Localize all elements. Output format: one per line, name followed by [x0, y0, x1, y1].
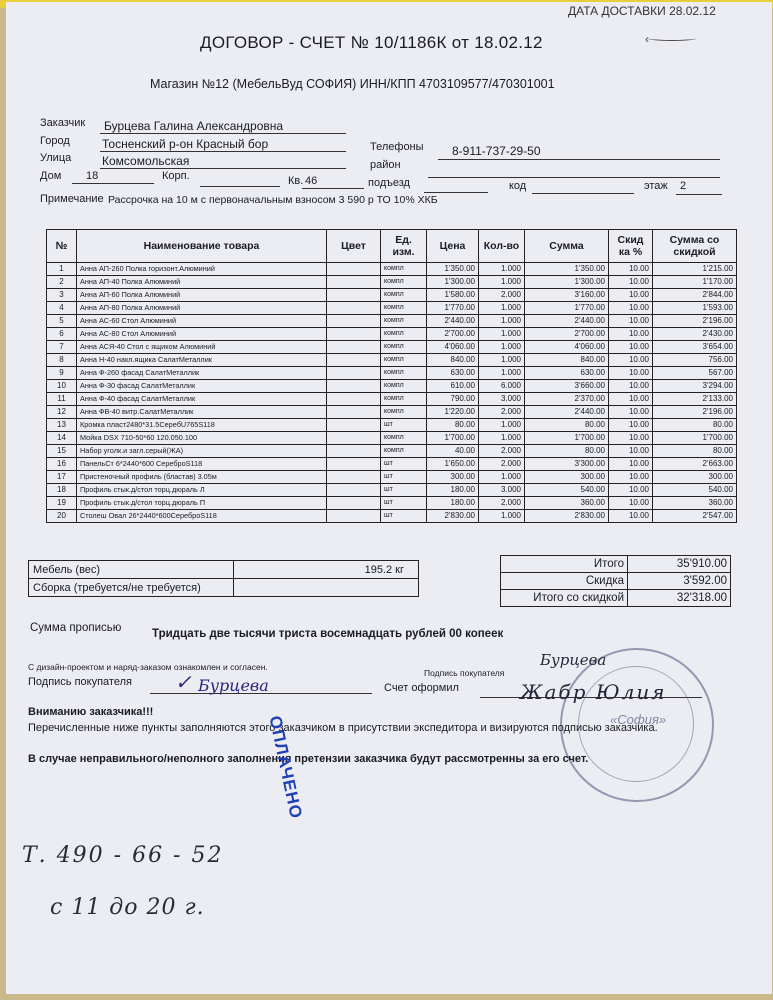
- table-row: [29, 561, 419, 579]
- cell-unit: компл: [381, 354, 427, 367]
- col-header-total: Сумма со скидкой: [653, 230, 737, 263]
- table-header-row: [47, 230, 737, 263]
- final-value: 32'318.00: [628, 590, 731, 607]
- cell-sum: 3'660.00: [525, 380, 609, 393]
- cell-price: 80.00: [427, 419, 479, 432]
- cell-name: Анна Ф-30 фасад СалатМеталлик: [77, 380, 327, 393]
- cell-color: [327, 276, 381, 289]
- underline: [302, 188, 364, 189]
- underline: [676, 194, 722, 195]
- sum-words: Тридцать две тысячи триста восемнадцать рублей 00 копеек: [152, 628, 504, 640]
- cell-price: 1'650.00: [427, 458, 479, 471]
- col-header-discount: Скид ка %: [609, 230, 653, 263]
- top-signature: Бурцева: [540, 651, 607, 669]
- cell-sum: 2'440.00: [525, 406, 609, 419]
- cell-disc: 10.00: [609, 263, 653, 276]
- cell-unit: шт: [381, 484, 427, 497]
- cell-qty: 2.000: [479, 445, 525, 458]
- cell-disc: 10.00: [609, 497, 653, 510]
- cell-color: [327, 471, 381, 484]
- cell-unit: компл: [381, 315, 427, 328]
- cell-n: 5: [47, 315, 77, 328]
- cell-n: 15: [47, 445, 77, 458]
- cell-price: 1'580.00: [427, 289, 479, 302]
- cell-n: 13: [47, 419, 77, 432]
- cell-n: 14: [47, 432, 77, 445]
- cell-sum: 1'300.00: [525, 276, 609, 289]
- cell-sum: 80.00: [525, 419, 609, 432]
- cell-total: 756.00: [653, 354, 737, 367]
- cell-qty: 6.000: [479, 380, 525, 393]
- code-label: код: [509, 180, 527, 192]
- table-row: [47, 510, 737, 523]
- cell-price: 1'220.00: [427, 406, 479, 419]
- cell-disc: 10.00: [609, 432, 653, 445]
- cell-name: Анна АС-80 Стол Алюминий: [77, 328, 327, 341]
- cell-n: 17: [47, 471, 77, 484]
- cell-disc: 10.00: [609, 367, 653, 380]
- cell-qty: 2.000: [479, 406, 525, 419]
- cell-name: Анна АП-260 Полка горизонт.Алюминий: [77, 263, 327, 276]
- floor-value: 2: [680, 180, 687, 192]
- cell-color: [327, 354, 381, 367]
- cell-sum: 2'700.00: [525, 328, 609, 341]
- cell-unit: компл: [381, 406, 427, 419]
- manager-signature: Жабр Юлия: [520, 680, 667, 704]
- cell-sum: 3'300.00: [525, 458, 609, 471]
- cell-disc: 10.00: [609, 471, 653, 484]
- cell-name: Мойка DSX 710-50*60 120.050.100: [77, 432, 327, 445]
- attention-title: Вниманию заказчика!!!: [28, 706, 154, 718]
- cell-total: 3'294.00: [653, 380, 737, 393]
- underline: [200, 186, 280, 187]
- entrance-label: подъезд: [368, 177, 410, 189]
- cell-disc: 10.00: [609, 289, 653, 302]
- cell-n: 11: [47, 393, 77, 406]
- house-label: Дом: [40, 170, 62, 182]
- cell-sum: 300.00: [525, 471, 609, 484]
- cell-unit: компл: [381, 367, 427, 380]
- cell-qty: 2.000: [479, 497, 525, 510]
- cell-unit: шт: [381, 458, 427, 471]
- building-label: Корп.: [162, 170, 190, 182]
- table-row: [47, 380, 737, 393]
- cell-n: 10: [47, 380, 77, 393]
- cell-color: [327, 367, 381, 380]
- cell-color: [327, 263, 381, 276]
- cell-sum: 2'370.00: [525, 393, 609, 406]
- discount-value: 3'592.00: [628, 573, 731, 590]
- cell-color: [327, 393, 381, 406]
- table-row: [47, 263, 737, 276]
- note-value: Рассрочка на 10 м с первоначальным взносом 3 590 р ТО 10% ХКБ: [108, 194, 438, 206]
- table-row: [47, 406, 737, 419]
- customer-signature-label: Подпись покупателя: [28, 676, 132, 688]
- cell-sum: 3'160.00: [525, 289, 609, 302]
- table-row: [47, 354, 737, 367]
- cell-n: 6: [47, 328, 77, 341]
- cell-color: [327, 289, 381, 302]
- cell-unit: компл: [381, 276, 427, 289]
- cell-unit: компл: [381, 432, 427, 445]
- discount-label: Скидка: [501, 573, 628, 590]
- city-value: Тосненский р-он Красный бор: [102, 137, 269, 151]
- cell-qty: 1.000: [479, 419, 525, 432]
- cell-disc: 10.00: [609, 445, 653, 458]
- cell-color: [327, 328, 381, 341]
- cell-price: 790.00: [427, 393, 479, 406]
- cell-name: Пристеночный профиль (бластав) 3.05м: [77, 471, 327, 484]
- cell-disc: 10.00: [609, 315, 653, 328]
- cell-name: Набор уголк.и загл.серый(ЖА): [77, 445, 327, 458]
- cell-disc: 10.00: [609, 406, 653, 419]
- cell-color: [327, 315, 381, 328]
- cell-unit: компл: [381, 289, 427, 302]
- cell-price: 4'060.00: [427, 341, 479, 354]
- arrow-mark: [648, 36, 696, 41]
- cell-qty: 1.000: [479, 354, 525, 367]
- col-header-number: №: [47, 230, 77, 263]
- cell-unit: компл: [381, 393, 427, 406]
- col-header-color: Цвет: [327, 230, 381, 263]
- cell-name: Анна АП-60 Полка Алюминий: [77, 289, 327, 302]
- sum-words-label: Сумма прописью: [30, 622, 122, 634]
- col-header-unit: Ед. изм.: [381, 230, 427, 263]
- cell-name: Кромка пласт2480*31.5СеребU765S118: [77, 419, 327, 432]
- cell-qty: 1.000: [479, 328, 525, 341]
- cell-n: 1: [47, 263, 77, 276]
- underline: [100, 151, 346, 152]
- cell-color: [327, 445, 381, 458]
- cell-color: [327, 341, 381, 354]
- cell-unit: шт: [381, 510, 427, 523]
- table-row: [47, 484, 737, 497]
- cell-n: 8: [47, 354, 77, 367]
- cell-qty: 2.000: [479, 289, 525, 302]
- cell-qty: 1.000: [479, 432, 525, 445]
- table-row: [47, 289, 737, 302]
- cell-total: 360.00: [653, 497, 737, 510]
- cell-price: 1'350.00: [427, 263, 479, 276]
- underline: [438, 159, 720, 160]
- cell-n: 18: [47, 484, 77, 497]
- cell-n: 2: [47, 276, 77, 289]
- table-row: [47, 302, 737, 315]
- table-row: [47, 458, 737, 471]
- cell-sum: 80.00: [525, 445, 609, 458]
- cell-unit: шт: [381, 419, 427, 432]
- cell-name: Анна Ф-260 фасад СалатМеталлик: [77, 367, 327, 380]
- cell-n: 7: [47, 341, 77, 354]
- cell-disc: 10.00: [609, 484, 653, 497]
- customer-label: Заказчик: [40, 117, 86, 129]
- cell-name: Анна АСЯ-40 Стол с ящиком Алюминий: [77, 341, 327, 354]
- table-row: [47, 341, 737, 354]
- cell-name: Анна Н-40 накл.ящика СалатМеталлик: [77, 354, 327, 367]
- cell-n: 9: [47, 367, 77, 380]
- cell-disc: 10.00: [609, 276, 653, 289]
- cell-total: 1'593.00: [653, 302, 737, 315]
- cell-price: 2'830.00: [427, 510, 479, 523]
- cell-total: 80.00: [653, 445, 737, 458]
- table-row: [501, 590, 731, 607]
- cell-total: 2'844.00: [653, 289, 737, 302]
- cell-disc: 10.00: [609, 458, 653, 471]
- store-line: Магазин №12 (МебельВуд СОФИЯ) ИНН/КПП 4703109577/470301001: [150, 77, 555, 91]
- cell-price: 300.00: [427, 471, 479, 484]
- agree-text: С дизайн-проектом и наряд-заказом ознакомлен и согласен.: [28, 662, 268, 672]
- house-value: 18: [86, 170, 99, 182]
- handwritten-time: с 11 до 20 г.: [50, 895, 205, 920]
- table-row: [29, 579, 419, 597]
- table-row: [47, 445, 737, 458]
- cell-qty: 1.000: [479, 367, 525, 380]
- apartment-label: Кв.: [288, 175, 304, 187]
- cell-color: [327, 432, 381, 445]
- cell-sum: 1'350.00: [525, 263, 609, 276]
- weight-label: Мебель (вес): [29, 561, 234, 579]
- cell-total: 2'196.00: [653, 406, 737, 419]
- cell-n: 12: [47, 406, 77, 419]
- cell-qty: 1.000: [479, 302, 525, 315]
- cell-n: 19: [47, 497, 77, 510]
- city-label: Город: [40, 135, 70, 147]
- cell-total: 2'196.00: [653, 315, 737, 328]
- cell-qty: 3.000: [479, 393, 525, 406]
- furniture-table: [28, 560, 419, 597]
- cell-disc: 10.00: [609, 393, 653, 406]
- col-header-sum: Сумма: [525, 230, 609, 263]
- cell-price: 180.00: [427, 497, 479, 510]
- seal-text: «София»: [610, 712, 667, 727]
- cell-total: 1'170.00: [653, 276, 737, 289]
- cell-name: Столеш Овал 26*2440*600СереброS118: [77, 510, 327, 523]
- cell-disc: 10.00: [609, 380, 653, 393]
- table-row: [501, 573, 731, 590]
- cell-total: 3'654.00: [653, 341, 737, 354]
- cell-qty: 1.000: [479, 315, 525, 328]
- table-row: [47, 367, 737, 380]
- cell-name: Анна ФВ-40 витр.СалатМеталлик: [77, 406, 327, 419]
- underline: [532, 193, 634, 194]
- cell-qty: 1.000: [479, 341, 525, 354]
- arrow-left-icon: ‹: [645, 32, 649, 46]
- paid-stamp: ОПЛАЧЕНО: [265, 714, 306, 821]
- table-row: [47, 432, 737, 445]
- total-value: 35'910.00: [628, 556, 731, 573]
- cell-name: Профиль стык.д/стол торц.дюраль Л: [77, 484, 327, 497]
- cell-color: [327, 302, 381, 315]
- cell-disc: 10.00: [609, 328, 653, 341]
- cell-price: 2'440.00: [427, 315, 479, 328]
- cell-disc: 10.00: [609, 354, 653, 367]
- cell-total: 567.00: [653, 367, 737, 380]
- cell-sum: 540.00: [525, 484, 609, 497]
- cell-total: 2'133.00: [653, 393, 737, 406]
- cell-total: 300.00: [653, 471, 737, 484]
- cell-disc: 10.00: [609, 510, 653, 523]
- table-row: [47, 471, 737, 484]
- cell-name: Анна Ф-40 фасад СалатМеталлик: [77, 393, 327, 406]
- table-row: [47, 393, 737, 406]
- cell-color: [327, 510, 381, 523]
- assembly-value: [234, 579, 419, 597]
- phones-value: 8-911-737-29-50: [452, 144, 541, 158]
- district-label: район: [370, 159, 401, 171]
- cell-name: Анна АП-80 Полка Алюминий: [77, 302, 327, 315]
- table-row: [47, 328, 737, 341]
- table-row: [47, 315, 737, 328]
- cell-total: 540.00: [653, 484, 737, 497]
- final-label: Итого со скидкой: [501, 590, 628, 607]
- cell-sum: 840.00: [525, 354, 609, 367]
- attention-bold: В случае неправильного/неполного заполнения претензии заказчика будут рассмотренны за его счет.: [28, 753, 589, 765]
- underline: [428, 177, 720, 178]
- cell-sum: 1'770.00: [525, 302, 609, 315]
- cell-unit: компл: [381, 380, 427, 393]
- cell-total: 1'215.00: [653, 263, 737, 276]
- issued-by-label: Счет оформил: [384, 682, 459, 694]
- cell-qty: 2.000: [479, 458, 525, 471]
- cell-unit: шт: [381, 497, 427, 510]
- col-header-name: Наименование товара: [77, 230, 327, 263]
- delivery-date: ДАТА ДОСТАВКИ 28.02.12: [568, 4, 716, 18]
- street-label: Улица: [40, 152, 72, 164]
- weight-value: 195.2 кг: [234, 561, 419, 579]
- cell-qty: 3.000: [479, 484, 525, 497]
- cell-price: 1'700.00: [427, 432, 479, 445]
- cell-price: 180.00: [427, 484, 479, 497]
- items-table: [46, 229, 737, 523]
- underline: [424, 192, 488, 193]
- cell-qty: 1.000: [479, 263, 525, 276]
- phones-label: Телефоны: [370, 141, 424, 153]
- cell-qty: 1.000: [479, 471, 525, 484]
- cell-price: 1'300.00: [427, 276, 479, 289]
- cell-n: 3: [47, 289, 77, 302]
- cell-unit: компл: [381, 302, 427, 315]
- cell-color: [327, 497, 381, 510]
- cell-disc: 10.00: [609, 302, 653, 315]
- underline: [100, 133, 346, 134]
- apartment-value: 46: [305, 175, 318, 187]
- cell-price: 630.00: [427, 367, 479, 380]
- cell-price: 840.00: [427, 354, 479, 367]
- table-row: [47, 497, 737, 510]
- cell-sum: 2'440.00: [525, 315, 609, 328]
- cell-total: 80.00: [653, 419, 737, 432]
- underline: [100, 168, 346, 169]
- attention-text: Перечисленные ниже пункты заполняются этого заказчиком в присутствии экспедитора и визируются подписью заказчика.: [28, 722, 658, 734]
- cell-price: 1'770.00: [427, 302, 479, 315]
- cell-n: 16: [47, 458, 77, 471]
- cell-sum: 1'700.00: [525, 432, 609, 445]
- cell-total: 1'700.00: [653, 432, 737, 445]
- cell-name: Профиль стык.д/стол торц.дюраль П: [77, 497, 327, 510]
- cell-color: [327, 458, 381, 471]
- cell-disc: 10.00: [609, 341, 653, 354]
- cell-unit: компл: [381, 445, 427, 458]
- table-row: [501, 556, 731, 573]
- cell-total: 2'663.00: [653, 458, 737, 471]
- totals-table: [500, 555, 731, 607]
- customer-signature: Бурцева: [198, 676, 269, 695]
- checkmark-icon: ✓: [175, 670, 192, 694]
- cell-sum: 2'830.00: [525, 510, 609, 523]
- cell-total: 2'547.00: [653, 510, 737, 523]
- cell-qty: 1.000: [479, 510, 525, 523]
- cell-color: [327, 419, 381, 432]
- cell-qty: 1.000: [479, 276, 525, 289]
- document-title: ДОГОВОР - СЧЕТ № 10/1186К от 18.02.12: [200, 33, 543, 52]
- cell-price: 2'700.00: [427, 328, 479, 341]
- table-row: [47, 276, 737, 289]
- cell-name: Анна АП-40 Полка Алюминий: [77, 276, 327, 289]
- cell-sum: 630.00: [525, 367, 609, 380]
- assembly-label: Сборка (требуется/не требуется): [29, 579, 234, 597]
- cell-total: 2'430.00: [653, 328, 737, 341]
- floor-label: этаж: [644, 180, 668, 192]
- cell-sum: 4'060.00: [525, 341, 609, 354]
- note-label: Примечание: [40, 193, 104, 205]
- cell-color: [327, 484, 381, 497]
- customer-signature-label-2: Подпись покупателя: [424, 668, 505, 678]
- cell-n: 20: [47, 510, 77, 523]
- cell-color: [327, 380, 381, 393]
- customer-value: Бурцева Галина Александровна: [104, 119, 284, 133]
- cell-unit: компл: [381, 263, 427, 276]
- col-header-price: Цена: [427, 230, 479, 263]
- table-row: [47, 419, 737, 432]
- cell-disc: 10.00: [609, 419, 653, 432]
- cell-name: Анна АС-60 Стол Алюминий: [77, 315, 327, 328]
- cell-unit: компл: [381, 341, 427, 354]
- cell-unit: компл: [381, 328, 427, 341]
- cell-price: 40.00: [427, 445, 479, 458]
- underline: [72, 183, 154, 184]
- cell-unit: шт: [381, 471, 427, 484]
- cell-n: 4: [47, 302, 77, 315]
- cell-price: 610.00: [427, 380, 479, 393]
- cell-color: [327, 406, 381, 419]
- street-value: Комсомольская: [102, 154, 190, 168]
- col-header-qty: Кол-во: [479, 230, 525, 263]
- handwritten-phone: Т. 490 - 66 - 52: [22, 843, 224, 868]
- total-label: Итого: [501, 556, 628, 573]
- cell-name: ПанельСт 6*2440*600 СереброS118: [77, 458, 327, 471]
- cell-sum: 360.00: [525, 497, 609, 510]
